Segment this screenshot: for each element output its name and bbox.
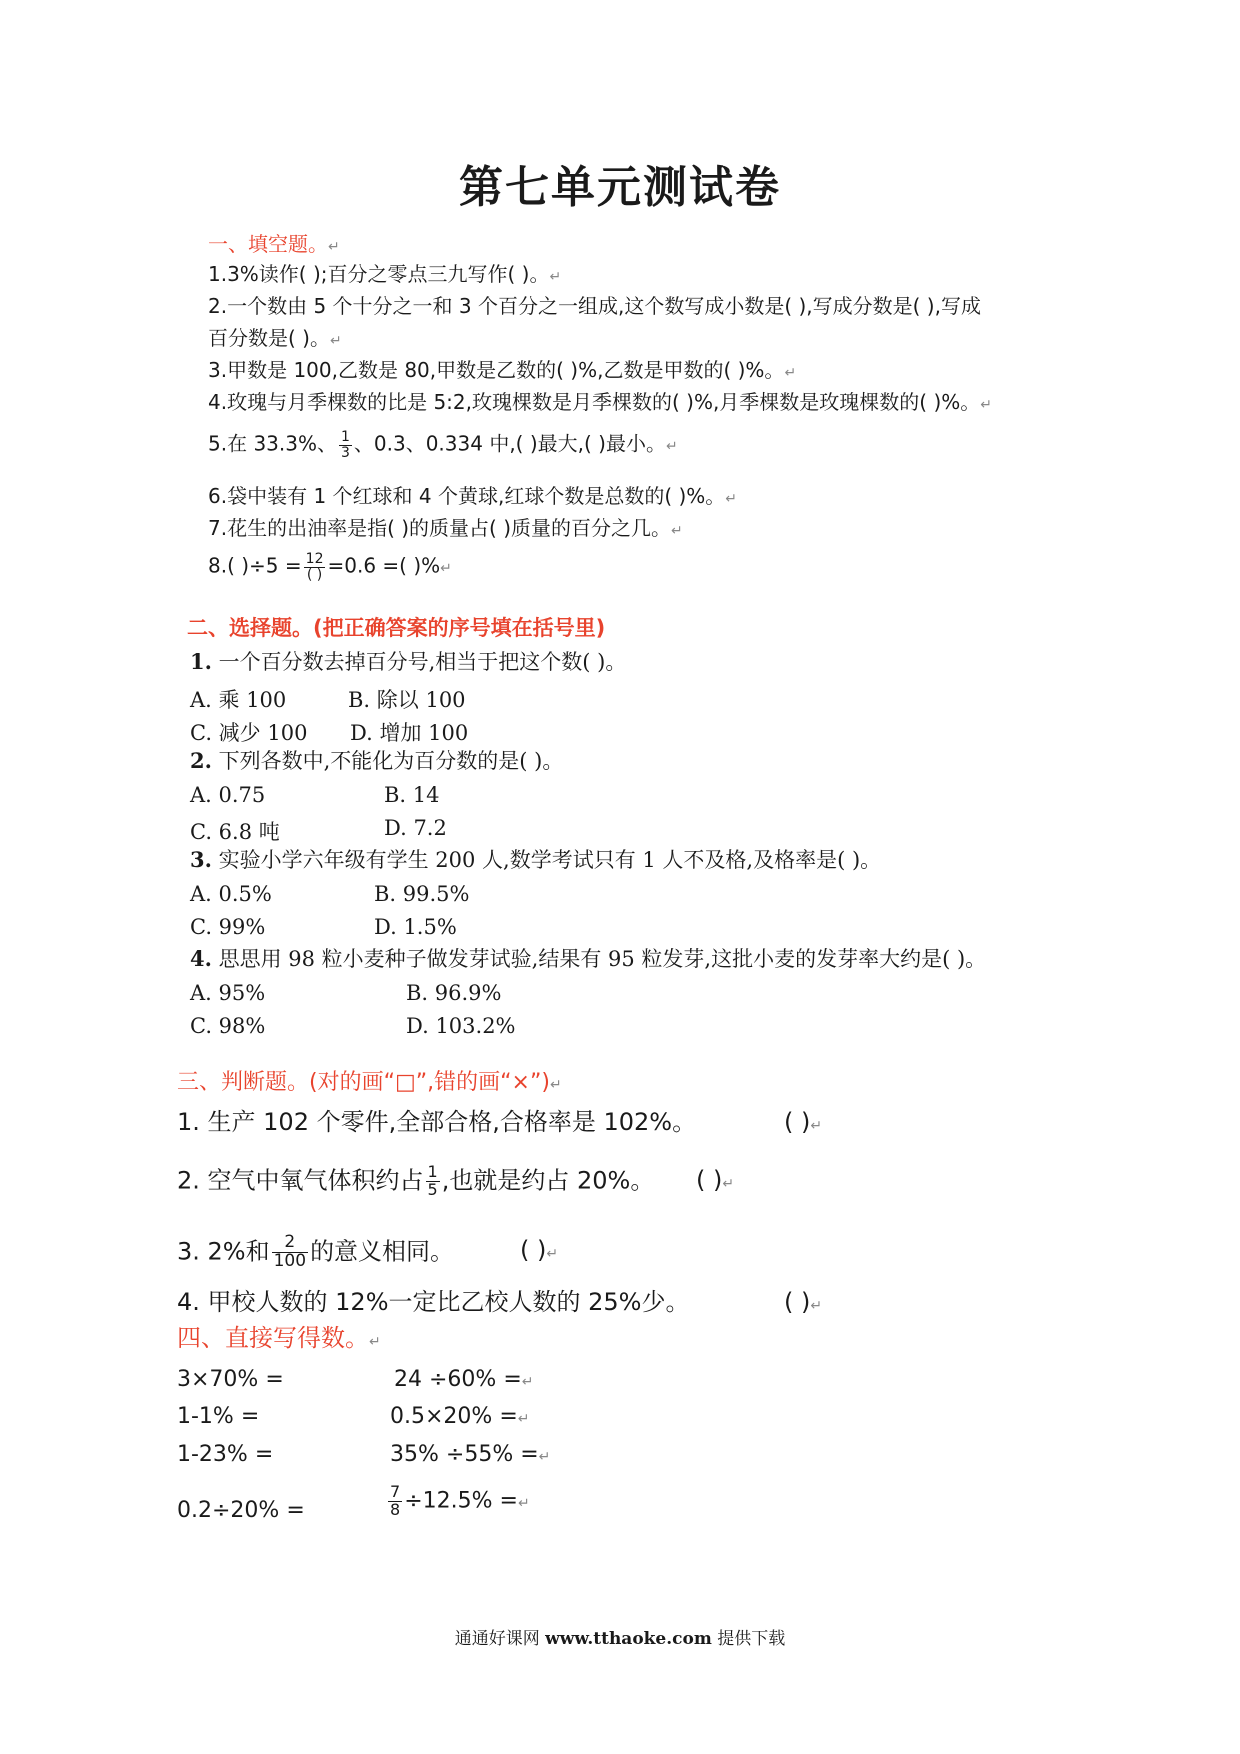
choice-q3-a: A. 0.5% [190, 882, 272, 906]
choice-q2-b: B. 14 [384, 783, 440, 807]
calc-r1-b: 24 ÷60% =↵ [394, 1367, 534, 1392]
section-4-heading: 四、直接写得数。↵ [177, 1324, 381, 1352]
calc-r2-b: 0.5×20% =↵ [390, 1404, 530, 1429]
calc-r4-b: $\frac{7}{8}$ ÷12.5% =↵ [390, 1482, 530, 1519]
choice-q1-d: D. 增加 100 [350, 721, 469, 745]
choice-q4-a: A. 95% [190, 981, 266, 1005]
section-1-heading: 一、填空题。↵ [208, 232, 340, 256]
footer-url[interactable]: www.tthaoke.com [545, 1629, 712, 1649]
calc-r1-a: 3×70% = [177, 1367, 284, 1392]
calc-r4-a: 0.2÷20% = [177, 1498, 305, 1523]
choice-q4-d: D. 103.2% [406, 1014, 516, 1038]
fraction-12-over-blank: $\frac{12}{( )}$ [305, 551, 324, 583]
fill-q1: 1.3%读作( );百分之零点三九写作( )。↵ [208, 262, 562, 286]
fill-q6: 6.袋中装有 1 个红球和 4 个黄球,红球个数是总数的( )%。↵ [208, 484, 738, 508]
choice-q1-c: C. 减少 100 [190, 721, 308, 745]
judge-q3-paren: ( )↵ [520, 1236, 559, 1264]
choice-q3: 3. 实验小学六年级有学生 200 人,数学考试只有 1 人不及格,及格率是( )。 [190, 847, 882, 872]
fraction-one-third: $\frac{1}{3}$ [340, 429, 350, 461]
judge-q2: 2. 空气中氧气体积约占 $\frac{1}{5}$ ,也就是约占 20%。 [177, 1162, 655, 1199]
fraction-2-over-100: $\frac{2}{100}$ [273, 1232, 307, 1271]
judge-q1-paren: ( )↵ [784, 1108, 823, 1136]
calc-r2-a: 1-1% = [177, 1404, 260, 1429]
choice-q3-b: B. 99.5% [374, 882, 470, 906]
choice-q1: 1. 一个百分数去掉百分号,相当于把这个数( )。 [190, 649, 627, 674]
fill-q7: 7.花生的出油率是指( )的质量占( )质量的百分之几。↵ [208, 516, 683, 540]
footer: 通通好课网 www.tthaoke.com 提供下载 [454, 1629, 786, 1649]
choice-q2-c: C. 6.8 吨 [190, 820, 280, 844]
judge-q3: 3. 2%和 $\frac{2}{100}$ 的意义相同。 [177, 1232, 455, 1271]
calc-r3-a: 1-23% = [177, 1442, 274, 1467]
section-2-heading: 二、选择题。(把正确答案的序号填在括号里) [187, 616, 606, 640]
page-title: 第七单元测试卷 [459, 162, 781, 213]
fill-q8: 8.( )÷5 = $\frac{12}{( )}$ =0.6 =( )%↵ [208, 551, 452, 583]
judge-q4-paren: ( )↵ [784, 1288, 823, 1316]
judge-q4: 4. 甲校人数的 12%一定比乙校人数的 25%少。 [177, 1288, 690, 1316]
fill-q5: 5.在 33.3%、 $\frac{1}{3}$ 、0.3、0.334 中,( )最大,( )最小。↵ [208, 429, 678, 461]
section-3-heading: 三、判断题。(对的画“□”,错的画“×”)↵ [177, 1070, 562, 1095]
choice-q3-d: D. 1.5% [374, 915, 457, 939]
choice-q4-b: B. 96.9% [406, 981, 502, 1005]
fill-q2-line1: 2.一个数由 5 个十分之一和 3 个百分之一组成,这个数写成小数是( ),写成分数是( ),写成 [208, 294, 981, 318]
choice-q2-a: A. 0.75 [190, 783, 266, 807]
fraction-one-fifth: $\frac{1}{5}$ [427, 1162, 438, 1199]
fill-q2-line2: 百分数是( )。↵ [208, 326, 342, 350]
fraction-seven-eighths: $\frac{7}{8}$ [390, 1482, 401, 1519]
choice-q1-a: A. 乘 100 [190, 688, 287, 712]
choice-q2: 2. 下列各数中,不能化为百分数的是( )。 [190, 748, 564, 773]
fill-q3: 3.甲数是 100,乙数是 80,甲数是乙数的( )%,乙数是甲数的( )%。↵ [208, 358, 797, 382]
choice-q1-b: B. 除以 100 [348, 688, 466, 712]
choice-q3-c: C. 99% [190, 915, 266, 939]
choice-q4: 4. 思思用 98 粒小麦种子做发芽试验,结果有 95 粒发芽,这批小麦的发芽率大约是( )。 [190, 946, 987, 971]
judge-q2-paren: ( )↵ [696, 1166, 735, 1194]
judge-q1: 1. 生产 102 个零件,全部合格,合格率是 102%。 [177, 1108, 697, 1136]
choice-q2-d: D. 7.2 [384, 816, 447, 840]
fill-q4: 4.玫瑰与月季棵数的比是 5:2,玫瑰棵数是月季棵数的( )%,月季棵数是玫瑰棵数的( )%。↵ [208, 390, 993, 414]
choice-q4-c: C. 98% [190, 1014, 266, 1038]
calc-r3-b: 35% ÷55% =↵ [390, 1442, 551, 1467]
